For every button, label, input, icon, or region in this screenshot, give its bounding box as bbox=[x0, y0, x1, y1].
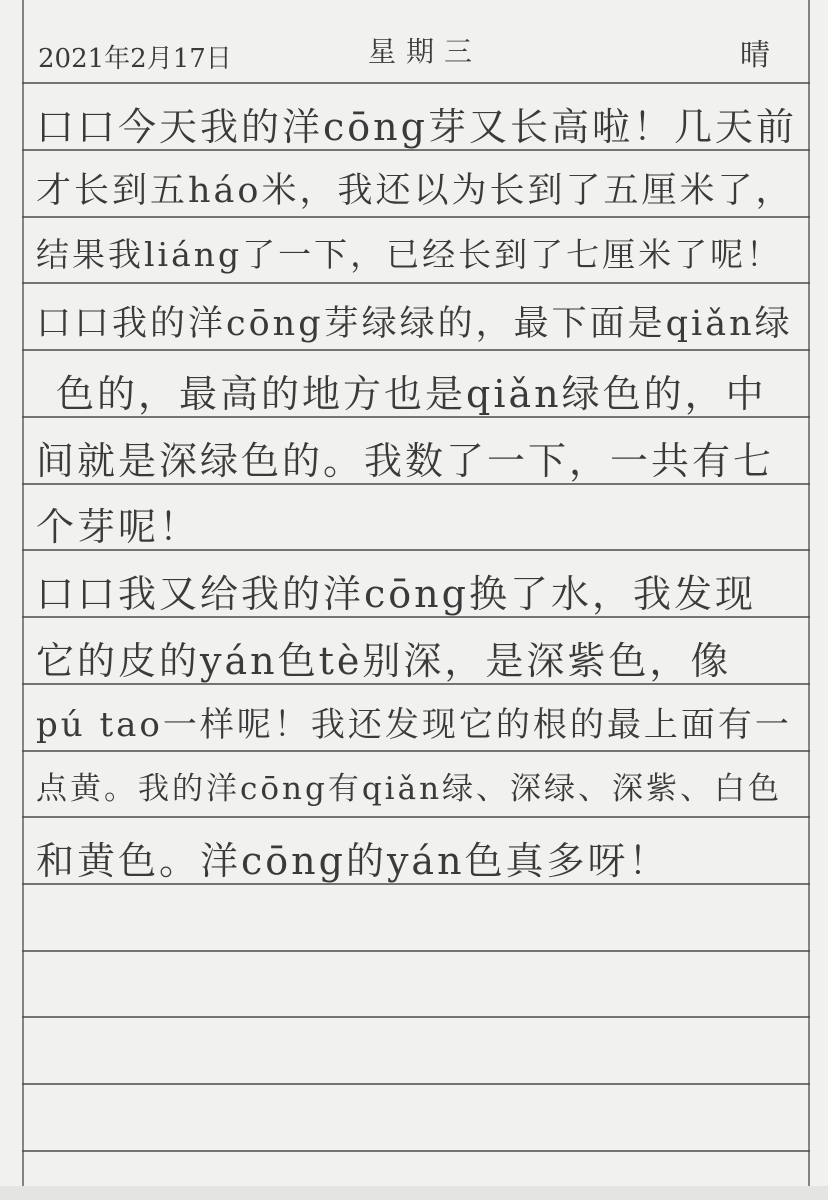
ruled-line bbox=[22, 816, 810, 818]
ruled-line bbox=[22, 216, 810, 218]
diary-line: 和黄色。洋cōng的yán色真多呀！ bbox=[36, 839, 670, 883]
ruled-line bbox=[22, 82, 810, 84]
diary-line: 口口我的洋cōng芽绿绿的，最下面是qiǎn绿 bbox=[36, 304, 793, 344]
diary-line: 间就是深绿色的。我数了一下，一共有七 bbox=[36, 439, 775, 483]
diary-weather: 晴 bbox=[740, 38, 773, 73]
ruled-line bbox=[22, 950, 810, 952]
diary-line: 口口今天我的洋cōng芽又长高啦！几天前 bbox=[36, 105, 797, 149]
ruled-line bbox=[22, 349, 810, 351]
right-margin-line bbox=[808, 0, 810, 1200]
diary-line: 结果我liáng了一下，已经长到了七厘米了呢！ bbox=[36, 235, 783, 274]
diary-date: 2021年2月17日 bbox=[38, 44, 232, 74]
ruled-line bbox=[22, 1150, 810, 1152]
ruled-line bbox=[22, 750, 810, 752]
left-margin-line bbox=[22, 0, 24, 1200]
diary-line: 个芽呢！ bbox=[36, 505, 201, 549]
diary-weekday: 星期三 bbox=[368, 35, 483, 68]
ruled-line bbox=[22, 282, 810, 284]
diary-line: 它的皮的yán色tè别深，是深紫色，像 bbox=[36, 639, 732, 683]
diary-line: 才长到五háo米，我还以为长到了五厘米了， bbox=[36, 171, 794, 211]
diary-line: pú tao一样呢！我还发现它的根的最上面有一 bbox=[36, 705, 792, 745]
ruled-line bbox=[22, 1083, 810, 1085]
ruled-line bbox=[22, 1016, 810, 1018]
page-bottom-edge bbox=[0, 1186, 828, 1200]
diary-line: 色的，最高的地方也是qiǎn绿色的，中 bbox=[56, 372, 767, 416]
diary-line: 点黄。我的洋cōng有qiǎn绿、深绿、深紫、白色 bbox=[36, 771, 783, 807]
diary-line: 口口我又给我的洋cōng换了水，我发现 bbox=[36, 572, 756, 616]
